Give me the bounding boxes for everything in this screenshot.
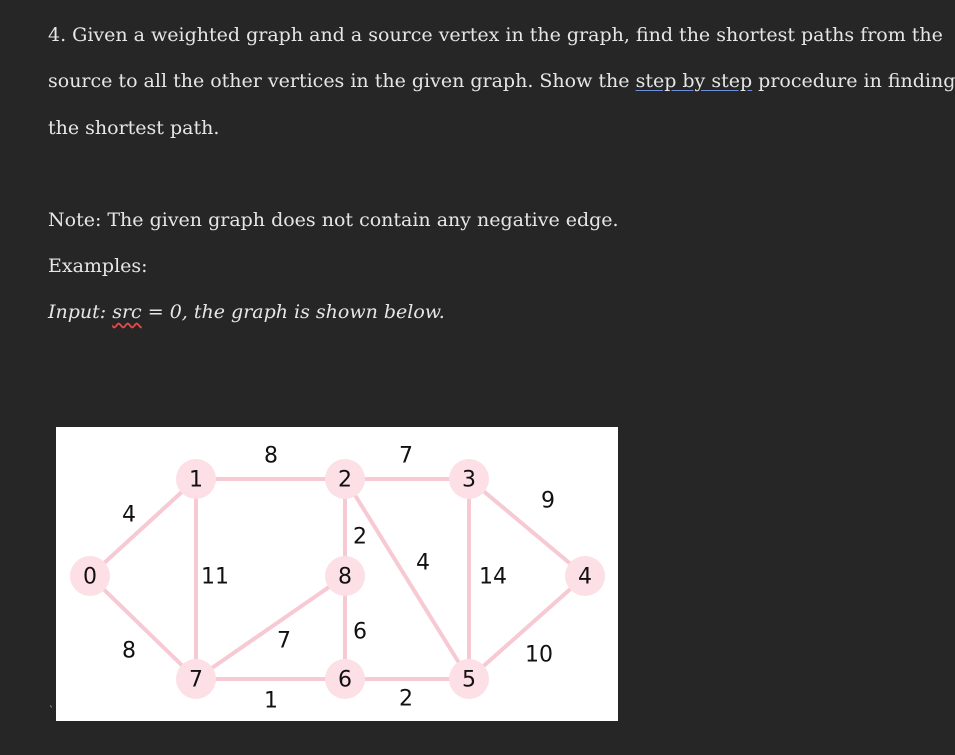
- note-text: Note: The given graph does not contain any negative edge.: [48, 209, 619, 231]
- examples-label: Examples:: [48, 255, 148, 277]
- node-7: [176, 659, 216, 699]
- question-line-2-start: source to all the other vertices in the given graph. Show the: [48, 70, 636, 92]
- stray-mark: `: [49, 706, 54, 717]
- node-3: [449, 459, 489, 499]
- edge-weight-5-6: 2: [399, 686, 413, 712]
- edge-weight-6-7: 1: [264, 688, 278, 714]
- edge-0-7: [90, 576, 196, 679]
- edge-weight-1-2: 8: [264, 443, 278, 469]
- edge-weight-6-8: 6: [353, 619, 367, 645]
- edge-7-8: [196, 576, 345, 679]
- edge-weight-3-5: 14: [479, 564, 507, 590]
- edge-3-4: [469, 479, 585, 576]
- node-5: [449, 659, 489, 699]
- edge-weight-2-3: 7: [399, 443, 413, 469]
- node-label-5: 5: [462, 667, 476, 693]
- edge-weight-2-5: 4: [416, 550, 430, 576]
- edge-weight-1-7: 11: [201, 564, 229, 590]
- graph-image: [56, 427, 618, 721]
- edge-weight-0-1: 4: [122, 502, 136, 528]
- input-suffix: = 0, the graph is shown below.: [141, 301, 445, 323]
- node-1: [176, 459, 216, 499]
- step-by-step-link[interactable]: step by step: [635, 70, 753, 92]
- edge-weight-2-8: 2: [353, 524, 367, 550]
- edge-weight-3-4: 9: [541, 488, 555, 514]
- node-label-2: 2: [338, 467, 352, 493]
- edge-0-1: [90, 479, 196, 576]
- node-4: [565, 556, 605, 596]
- node-label-7: 7: [189, 667, 203, 693]
- node-label-0: 0: [83, 564, 97, 590]
- question-line-1: 4. Given a weighted graph and a source vertex in the graph, find the shortest paths from the: [48, 24, 943, 46]
- edge-weight-0-7: 8: [122, 638, 136, 664]
- src-word: src: [112, 301, 142, 323]
- node-8: [325, 556, 365, 596]
- edge-weight-7-8: 7: [277, 628, 291, 654]
- question-line-3: the shortest path.: [48, 117, 220, 139]
- node-label-4: 4: [578, 564, 592, 590]
- input-prefix: Input:: [48, 301, 113, 323]
- node-0: [70, 556, 110, 596]
- question-line-2-end: procedure in finding: [752, 70, 955, 92]
- node-label-3: 3: [462, 467, 476, 493]
- node-6: [325, 659, 365, 699]
- node-label-6: 6: [338, 667, 352, 693]
- node-label-1: 1: [189, 467, 203, 493]
- node-label-8: 8: [338, 564, 352, 590]
- node-2: [325, 459, 365, 499]
- graph-diagram: [56, 427, 618, 721]
- question-line-2: [48, 69, 955, 93]
- input-line: [48, 300, 445, 324]
- edge-weight-4-5: 10: [525, 642, 553, 668]
